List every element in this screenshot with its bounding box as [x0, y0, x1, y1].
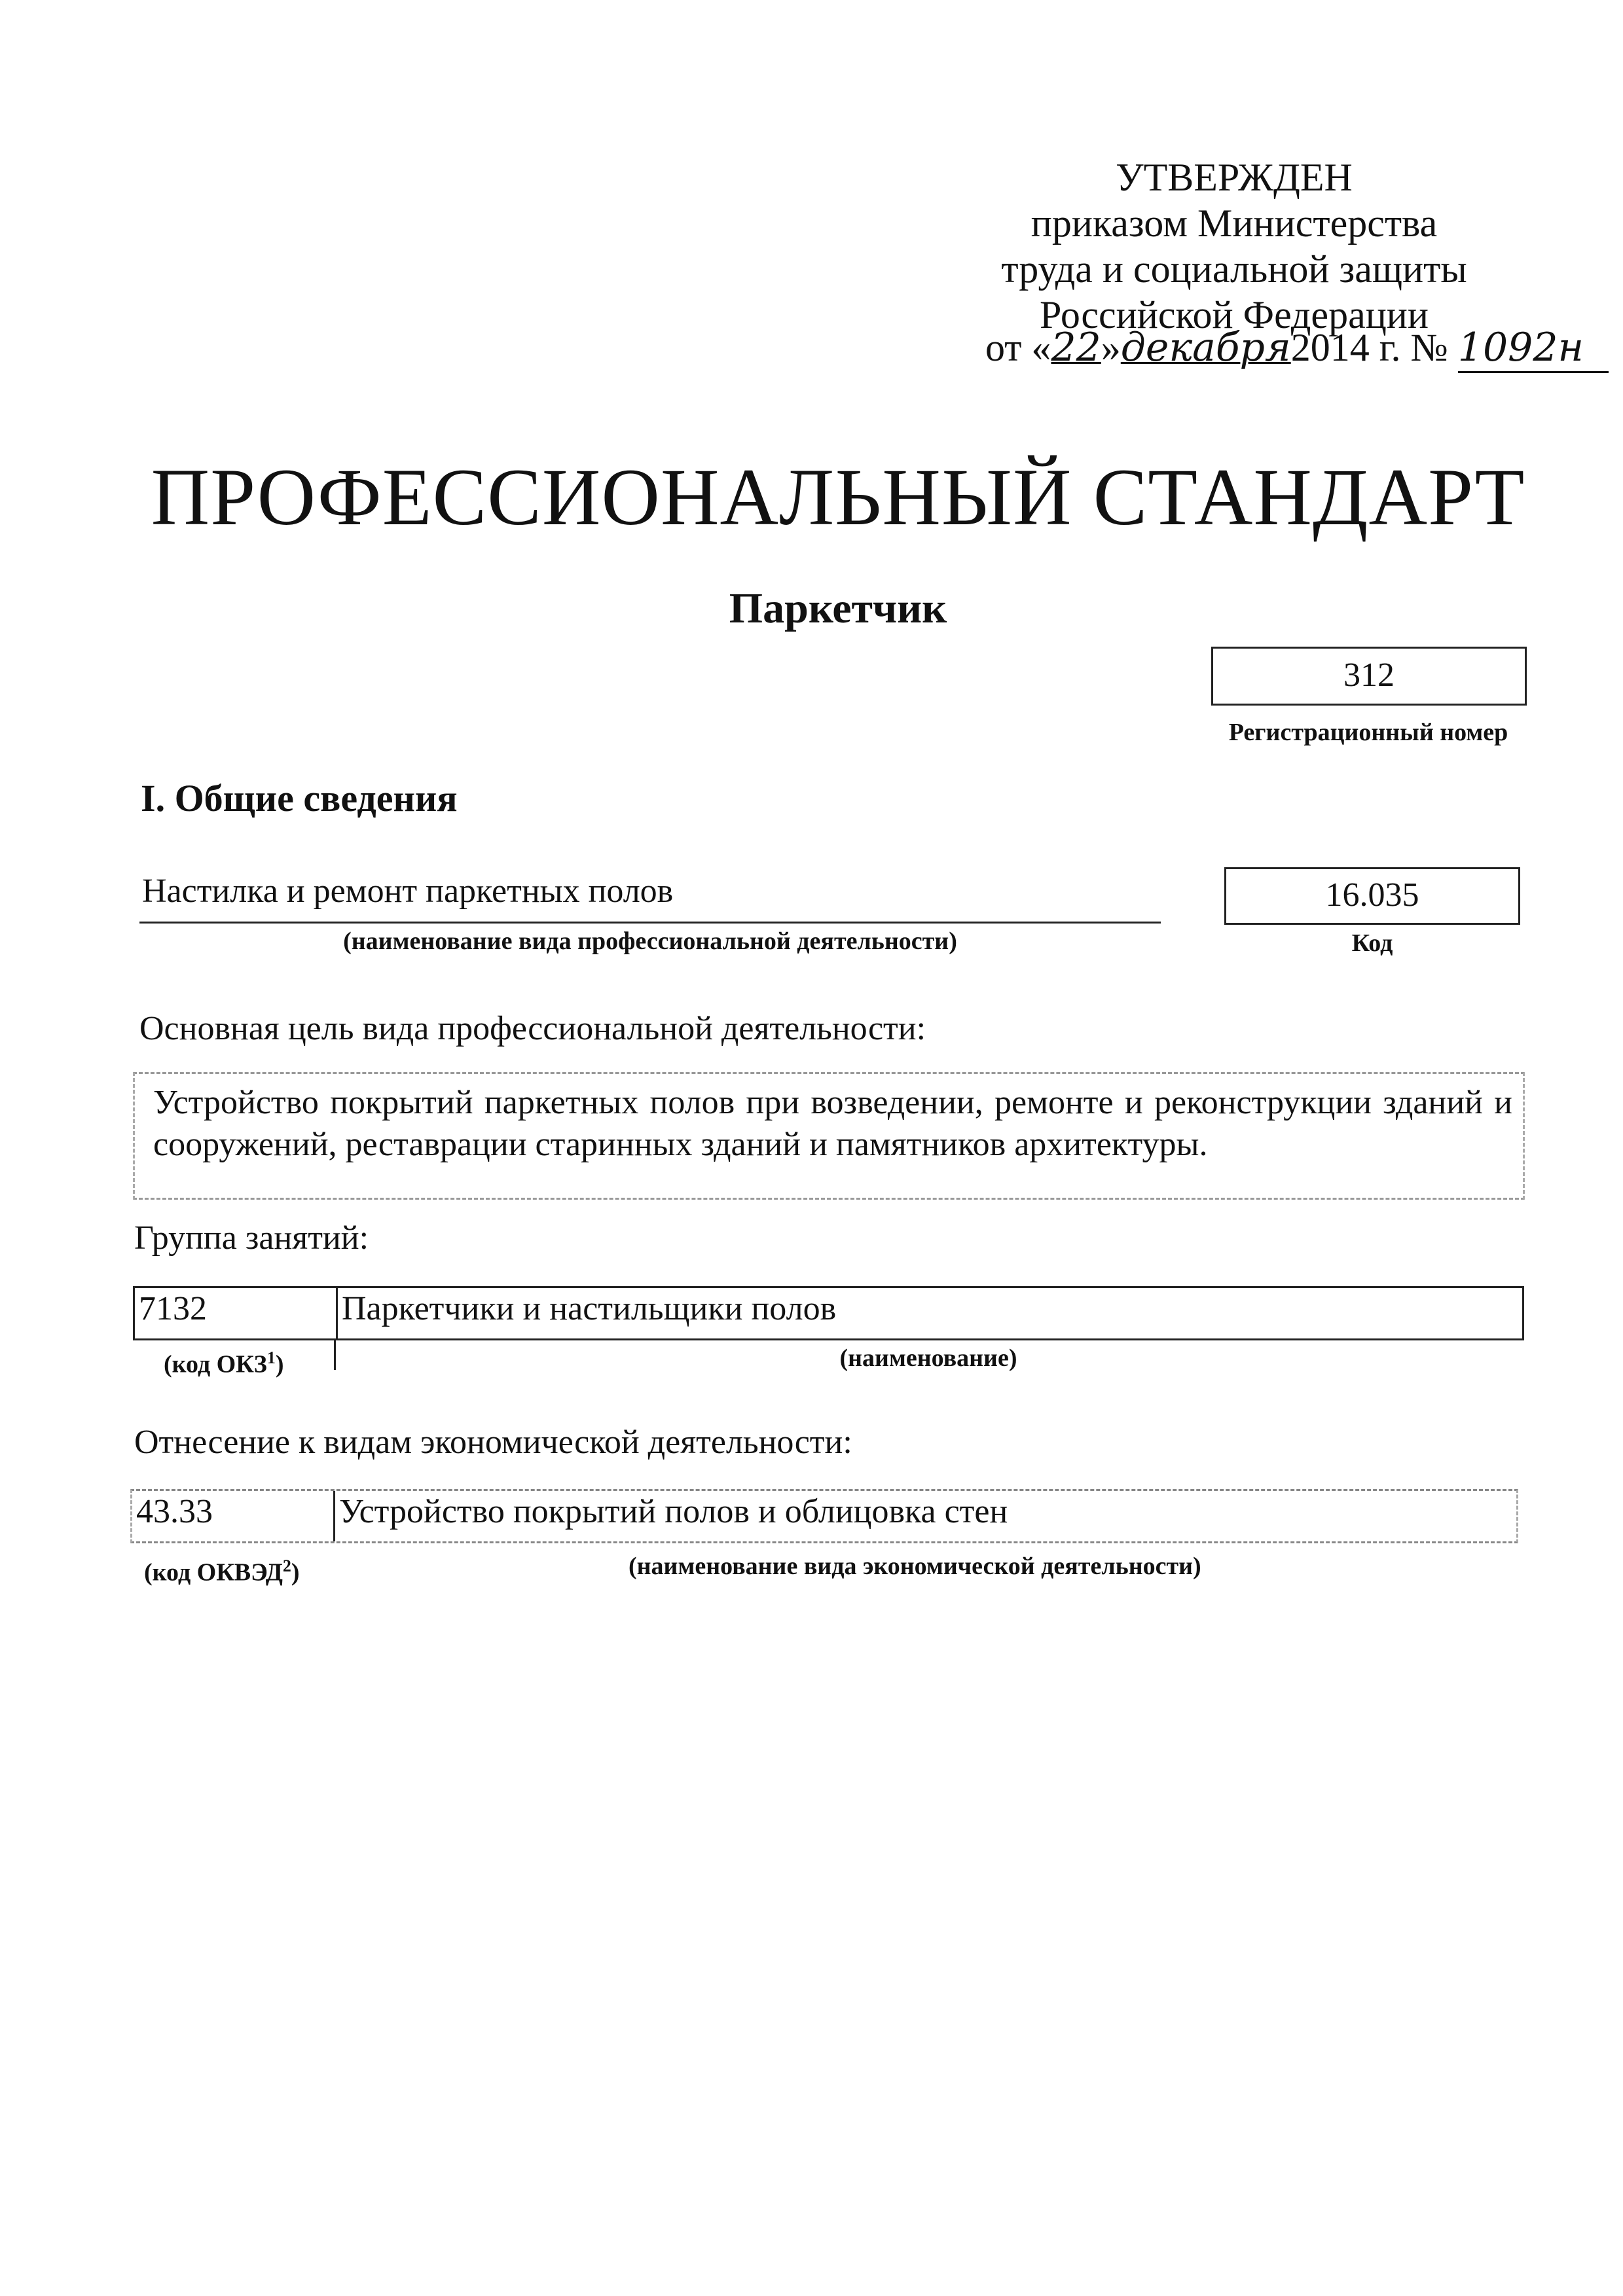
okved-caption: (код ОКВЭД$^2$) [144, 1556, 300, 1587]
approval-date-line [985, 324, 1609, 373]
section-heading-general: I. Общие сведения [141, 777, 458, 819]
date-day-handwritten: 22 [1051, 325, 1101, 370]
goal-text: Устройство покрытий паркетных полов при возведении, ремонте и реконструкции зданий и сооружений, реставрации старинных зданий и памятников архитектуры. [153, 1084, 1512, 1163]
approval-line-ministry: приказом Министерства [1030, 202, 1438, 245]
occupation-code: 7132 [139, 1290, 207, 1327]
activity-name-underline [139, 922, 1161, 924]
activity-code-box [1224, 867, 1520, 925]
date-prefix: от « [985, 326, 1051, 369]
goal-label: Основная цель вида профессиональной деятельности: [139, 1010, 926, 1047]
profession-subtitle: Паркетчик [729, 584, 947, 632]
activity-name: Настилка и ремонт паркетных полов [142, 872, 674, 910]
occupation-code-cell [135, 1288, 338, 1338]
date-year: 2014 г. № [1290, 326, 1448, 369]
okved-code: 43.33 [136, 1493, 213, 1530]
approval-line-federation: Российской Федерации [1039, 293, 1429, 336]
occupation-name: Паркетчики и настильщики полов [342, 1290, 837, 1327]
approval-title: УТВЕРЖДЕН [1116, 156, 1353, 199]
order-number-handwritten: 1092н [1458, 324, 1609, 373]
okved-name: Устройство покрытий полов и облицовка стен [339, 1493, 1008, 1530]
registration-number: 312 [1343, 656, 1395, 694]
date-month-handwritten: декабря [1120, 325, 1291, 370]
occupation-table-row [133, 1286, 1524, 1340]
okved-code-cell [132, 1491, 335, 1541]
page-title: ПРОФЕССИОНАЛЬНЫЙ СТАНДАРТ [151, 452, 1525, 542]
activity-code: 16.035 [1325, 876, 1419, 914]
okved-table-row [130, 1489, 1518, 1543]
activity-name-caption: (наименование вида профессиональной деятельности) [343, 927, 957, 955]
economic-activity-label: Отнесение к видам экономической деятельности: [134, 1424, 852, 1461]
okved-name-caption: (наименование вида экономической деятельности) [629, 1552, 1201, 1580]
registration-number-box [1211, 647, 1527, 706]
okved-name-cell [335, 1491, 1514, 1541]
registration-number-label: Регистрационный номер [1228, 719, 1508, 746]
approval-line-labor: труда и социальной защиты [1001, 247, 1467, 291]
occupation-group-label: Группа занятий: [134, 1219, 369, 1257]
activity-code-caption: Код [1351, 929, 1393, 957]
occupation-name-caption: (наименование) [839, 1344, 1017, 1372]
occupation-name-cell [338, 1288, 1522, 1338]
goal-box [133, 1072, 1525, 1200]
date-mid: » [1101, 326, 1121, 369]
okz-caption: (код ОКЗ$^1$) [164, 1348, 284, 1378]
